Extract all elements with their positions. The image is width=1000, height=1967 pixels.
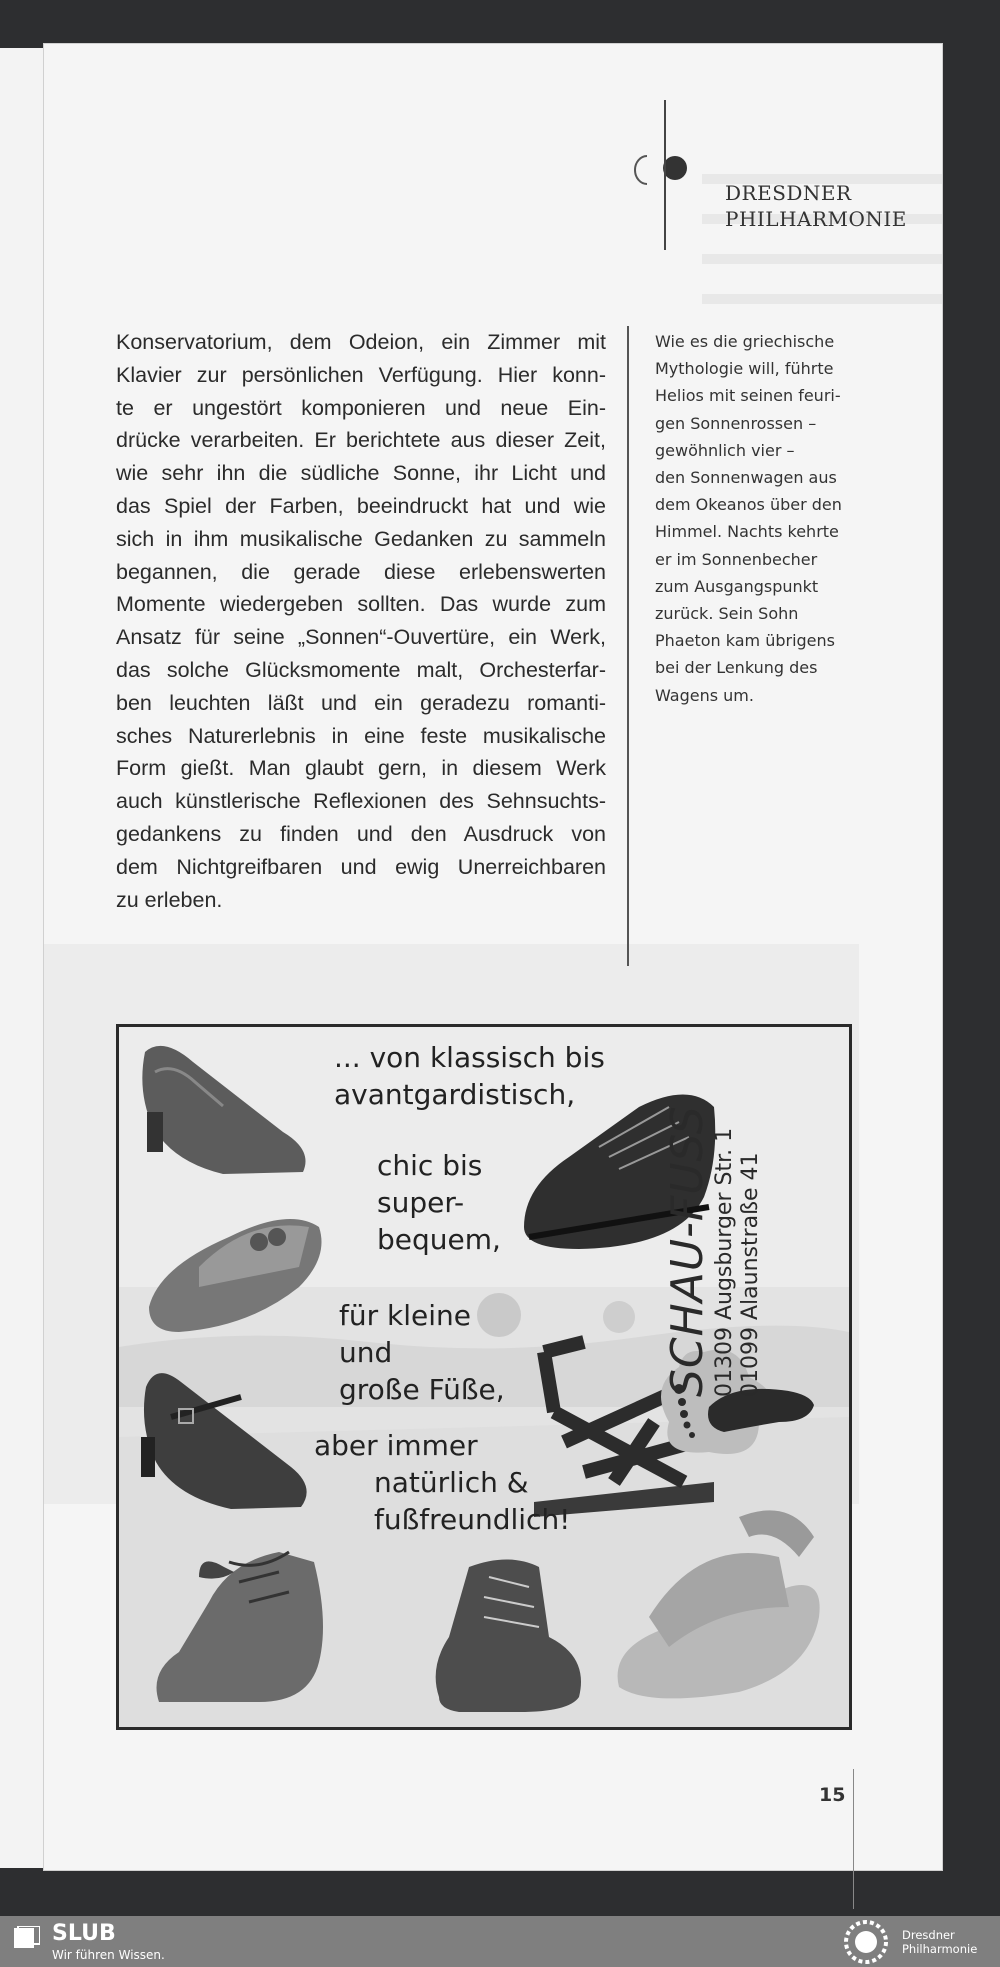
sidebar-line: Himmel. Nachts kehrte: [655, 522, 839, 542]
ad-brand-block: [664, 1097, 852, 1447]
facing-page-edge: [0, 48, 46, 1868]
article-line: sich in ihm musikalische Gedanken zu sammeln: [116, 526, 606, 551]
velcro-sandal-image: [609, 1497, 829, 1707]
ad-line-4: super-: [377, 1186, 465, 1219]
loafer-shoe-image: [133, 1032, 323, 1192]
article-line: auch künstlerische Reflexionen des Sehnsuchts-: [116, 789, 606, 814]
sidebar-line: zurück. Sein Sohn: [655, 604, 799, 624]
ad-line-2: avantgardistisch,: [334, 1078, 576, 1111]
page-number-rule: [853, 1769, 854, 1909]
article-line: wie sehr ihn die südliche Sonne, ihr Licht und: [116, 461, 606, 486]
ad-line-9: aber immer: [314, 1429, 478, 1462]
article-line: das solche Glücksmomente malt, Orchesterfar-: [116, 657, 606, 682]
philharmonie-emblem-icon: [842, 1918, 890, 1966]
address-augsburger: 01309 Augsburger Str. 1: [712, 1127, 737, 1397]
brand-name: SCHAU-FUSS: [662, 1105, 713, 1397]
sidebar-line: Helios mit seinen feuri-: [655, 386, 841, 406]
article-line: ben leuchten läßt und ein geradezu romanti-: [116, 690, 606, 715]
mary-jane-shoe-image: [131, 1357, 321, 1527]
philharmonie-footer-name: [902, 1928, 977, 1956]
ad-chic-text: [377, 1147, 501, 1258]
ad-line-1: ... von klassisch bis: [334, 1041, 605, 1074]
article-line: drücke verarbeiten. Er berichtete aus dieser Zeit,: [116, 428, 606, 453]
article-line: te er ungestört komponieren und neue Ein-: [116, 395, 606, 420]
article-line: dem Nichtgreifbaren und ewig Unerreichbaren: [116, 854, 606, 879]
ad-line-5: bequem,: [377, 1223, 501, 1256]
logo-rule: [664, 100, 666, 250]
sidebar-line: Mythologie will, führte: [655, 359, 834, 379]
sidebar-line: Wie es die griechische: [655, 332, 835, 351]
slub-tagline: Wir führen Wissen.: [52, 1948, 165, 1962]
sidebar-line: Wagens um.: [655, 685, 754, 705]
sidebar-line: bei der Lenkung des: [655, 658, 818, 678]
sandal-clog-image: [139, 1197, 329, 1347]
ad-feet-text: [339, 1297, 505, 1408]
ad-line-7: und: [339, 1336, 393, 1369]
article-line: begannen, die gerade diese erlebenswerten: [116, 559, 606, 584]
sidebar-line: er im Sonnenbecher: [655, 549, 818, 569]
page-number: 15: [819, 1784, 846, 1806]
article-line: Momente wiedergeben sollten. Das wurde zum: [116, 592, 606, 617]
book-icon: [14, 1926, 40, 1948]
article-line: das Spiel der Farben, beeindruckt hat und wie: [116, 493, 606, 518]
ad-line-3: chic bis: [377, 1149, 483, 1182]
sidebar-line: zum Ausgangspunkt: [655, 576, 819, 596]
sidebar-line: dem Okeanos über den: [655, 495, 842, 515]
article-body: [116, 326, 606, 916]
ad-line-10: natürlich &: [374, 1466, 529, 1499]
ad-line-11: fußfreundlich!: [374, 1503, 571, 1536]
article-line: Klavier zur persönlichen Verfügung. Hier konn-: [116, 362, 606, 387]
logo-text: [725, 180, 907, 232]
sidebar-note: [655, 328, 895, 709]
slub-logo-text[interactable]: SLUB: [52, 1921, 116, 1946]
shoe-advertisement: [116, 1024, 852, 1730]
logo-line-2: PHILHARMONIE: [725, 207, 907, 231]
article-line: Ansatz für seine „Sonnen“-Ouvertüre, ein Werk,: [116, 625, 606, 650]
column-divider: [627, 326, 629, 966]
ad-headline: [334, 1039, 605, 1113]
address-alaunstrasse: 01099 Alaunstraße 41: [738, 1152, 763, 1397]
article-line: sches Naturerlebnis in eine feste musikalische: [116, 723, 606, 748]
viewer-footer: [0, 1916, 1000, 1967]
ad-natural-text: [314, 1427, 570, 1538]
dp-line-2: Philharmonie: [902, 1942, 978, 1956]
sidebar-line: den Sonnenwagen aus: [655, 468, 837, 488]
philharmonie-logo: [588, 100, 918, 250]
dp-logo-icon: [633, 140, 703, 200]
article-line: Form gießt. Man glaubt gern, in diesem Werk: [116, 756, 606, 781]
article-line: gedankens zu finden und den Ausdruck von: [116, 821, 606, 846]
sidebar-line: gewöhnlich vier –: [655, 440, 795, 460]
dp-line-1: Dresdner: [902, 1928, 955, 1942]
article-line: zu erleben.: [116, 887, 223, 912]
ad-line-6: für kleine: [339, 1299, 471, 1332]
ad-line-8: große Füße,: [339, 1373, 505, 1406]
logo-line-1: DRESDNER: [725, 181, 852, 205]
sidebar-line: gen Sonnenrossen –: [655, 413, 817, 433]
article-line: Konservatorium, dem Odeion, ein Zimmer mit: [116, 330, 606, 354]
ankle-boot-image: [139, 1542, 349, 1712]
sidebar-line: Phaeton kam übrigens: [655, 631, 835, 651]
brochure-page: [44, 44, 942, 1870]
lace-up-boot-image: [419, 1547, 589, 1717]
